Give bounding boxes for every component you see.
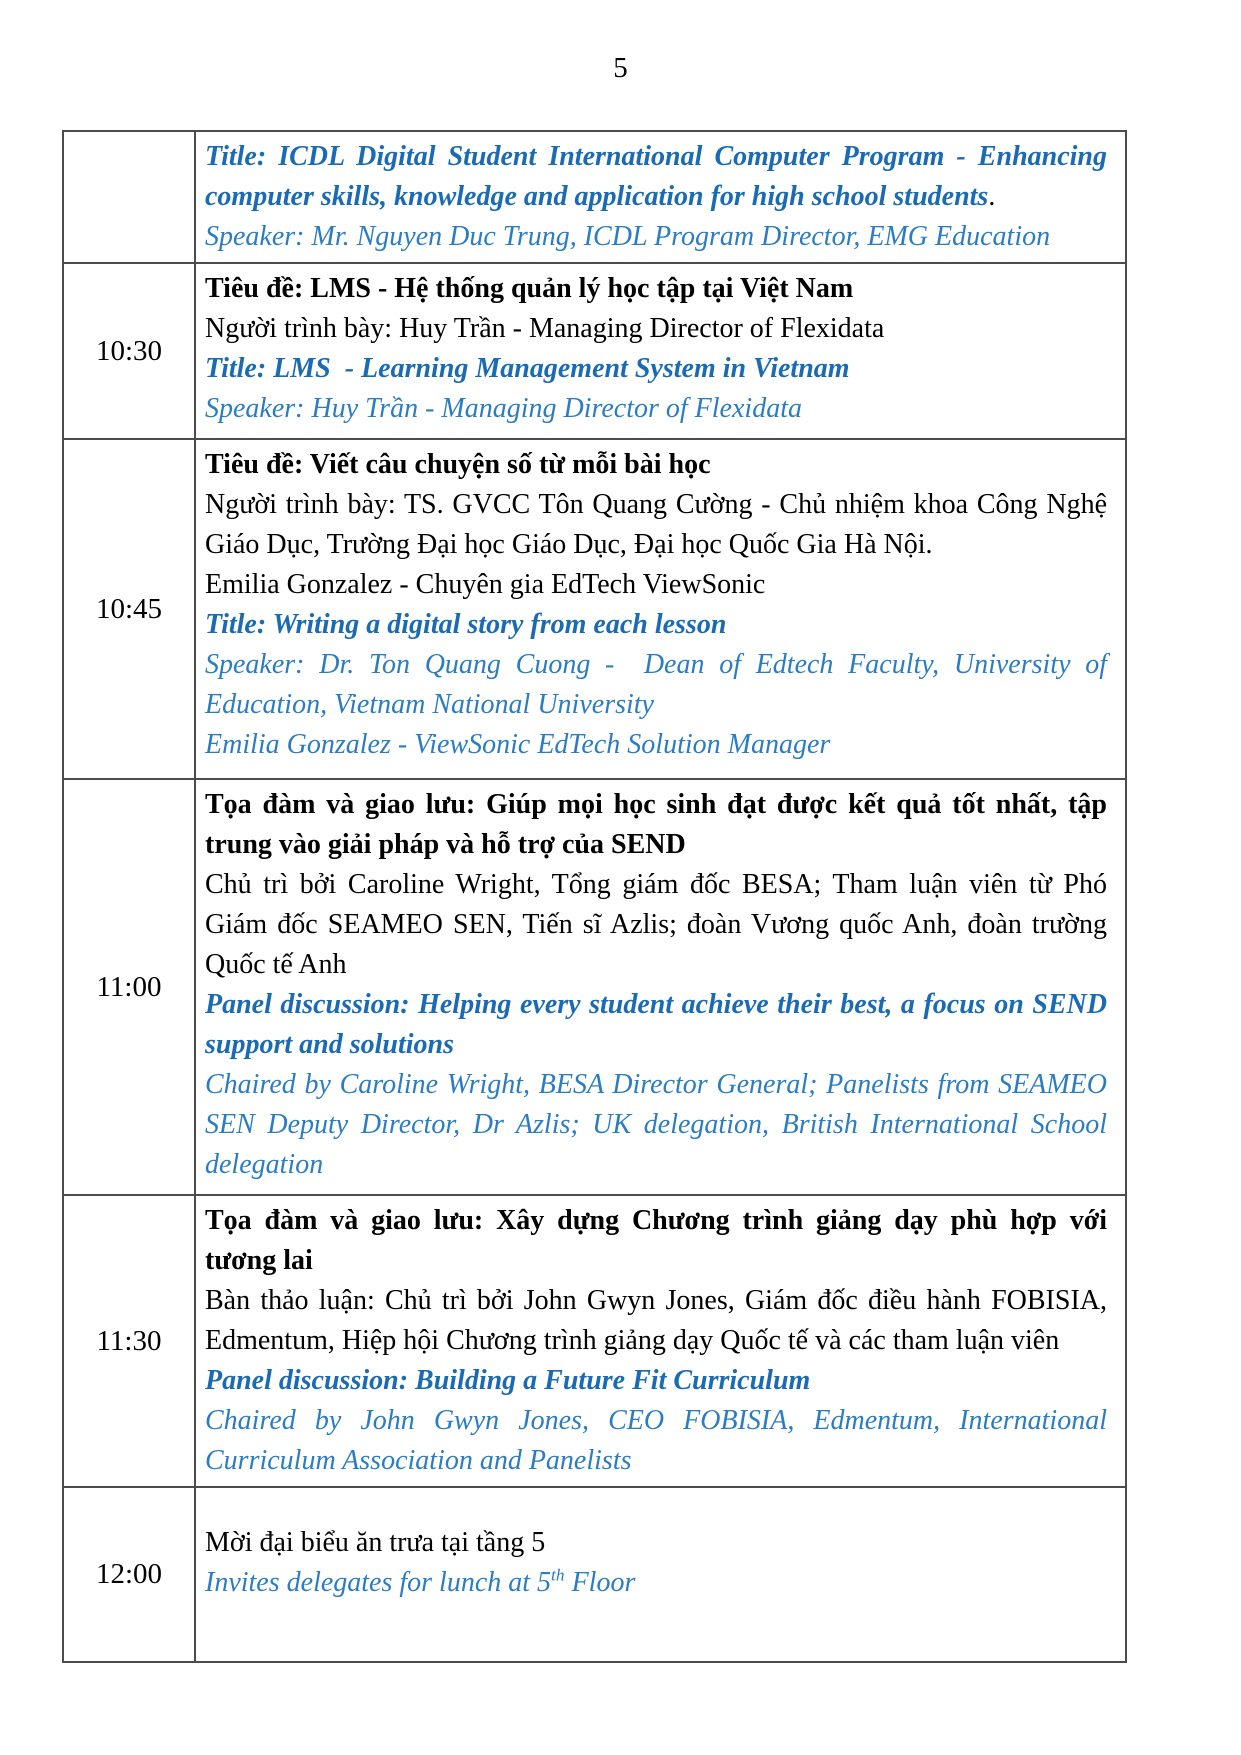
text-segment: Speaker: Dr. Ton Quang Cuong - Dean of Edtech Faculty, University of Education, Vietnam National University — [205, 649, 1107, 720]
time-cell: 11:00 — [63, 779, 195, 1195]
session-content-cell — [195, 1487, 1126, 1662]
text-segment: Title: LMS - Learning Management System in Vietnam — [205, 353, 850, 384]
text-segment: Tọa đàm và giao lưu: Xây dựng Chương trình giảng dạy phù hợp với tương lai — [205, 1205, 1107, 1276]
text-segment: Chủ trì bởi Caroline Wright, Tổng giám đốc BESA; Tham luận viên từ Phó Giám đốc SEAMEO SEN, Tiến sĩ Azlis; đoàn Vương quốc Anh, đoàn trường Quốc tế Anh — [205, 869, 1107, 980]
text-segment: Panel discussion: Helping every student achieve their best, a focus on SEND support and solutions — [205, 989, 1107, 1060]
agenda-paragraph — [205, 1065, 1107, 1185]
text-segment: Chaired by Caroline Wright, BESA Director General; Panelists from SEAMEO SEN Deputy Director, Dr Azlis; UK delegation, British International School delegation — [205, 1069, 1107, 1180]
agenda-paragraph — [205, 1523, 1107, 1563]
time-cell: 10:30 — [63, 263, 195, 439]
agenda-paragraph — [205, 1361, 1107, 1401]
text-segment: Tiêu đề: LMS - Hệ thống quản lý học tập tại Việt Nam — [205, 273, 854, 304]
table-row — [63, 779, 1126, 1195]
text-segment: Speaker: Huy Trần - Managing Director of Flexidata — [205, 393, 802, 424]
text-segment: Invites delegates for lunch at 5 — [205, 1567, 552, 1598]
agenda-paragraph — [205, 565, 1107, 605]
table-row — [63, 263, 1126, 439]
text-segment: Panel discussion: Building a Future Fit Curriculum — [205, 1365, 811, 1396]
agenda-paragraph — [205, 605, 1107, 645]
agenda-paragraph — [205, 1401, 1107, 1481]
text-segment: Title: Writing a digital story from each lesson — [205, 609, 727, 640]
agenda-paragraph — [205, 985, 1107, 1065]
agenda-paragraph — [205, 1563, 1107, 1603]
table-row — [63, 1195, 1126, 1487]
agenda-paragraph — [205, 785, 1107, 865]
session-content-cell — [195, 779, 1126, 1195]
text-segment: Bàn thảo luận: Chủ trì bởi John Gwyn Jones, Giám đốc điều hành FOBISIA, Edmentum, Hiệp hội Chương trình giảng dạy Quốc tế và các tham luận viên — [205, 1285, 1107, 1356]
text-segment: Title: ICDL Digital Student International Computer Program - Enhancing computer skills, knowledge and application for high school students — [205, 141, 1107, 212]
time-cell — [63, 131, 195, 263]
text-segment: Emilia Gonzalez - ViewSonic EdTech Solution Manager — [205, 729, 831, 760]
agenda-table — [62, 130, 1127, 1663]
session-content-cell — [195, 131, 1126, 263]
agenda-paragraph — [205, 485, 1107, 565]
agenda-paragraph — [205, 217, 1107, 257]
page-number: 5 — [613, 52, 628, 84]
table-row — [63, 1487, 1126, 1662]
agenda-paragraph — [205, 1201, 1107, 1281]
agenda-paragraph — [205, 309, 1107, 349]
agenda-paragraph — [205, 645, 1107, 725]
time-cell: 11:30 — [63, 1195, 195, 1487]
agenda-paragraph — [205, 269, 1107, 309]
time-cell: 12:00 — [63, 1487, 195, 1662]
table-row — [63, 131, 1126, 263]
table-row — [63, 439, 1126, 779]
text-segment: th — [551, 1565, 565, 1585]
time-cell: 10:45 — [63, 439, 195, 779]
agenda-paragraph — [205, 349, 1107, 389]
text-segment: Chaired by John Gwyn Jones, CEO FOBISIA, Edmentum, International Curriculum Association and Panelists — [205, 1405, 1107, 1476]
agenda-paragraph — [205, 445, 1107, 485]
text-segment: Người trình bày: Huy Trần - Managing Director of Flexidata — [205, 313, 885, 344]
agenda-paragraph — [205, 725, 1107, 765]
text-segment: Tiêu đề: Viết câu chuyện số từ mỗi bài học — [205, 449, 711, 480]
superscript — [551, 1566, 565, 1585]
agenda-paragraph — [205, 137, 1107, 217]
session-content-cell — [195, 439, 1126, 779]
text-segment: Người trình bày: TS. GVCC Tôn Quang Cường - Chủ nhiệm khoa Công Nghệ Giáo Dục, Trường Đại học Giáo Dục, Đại học Quốc Gia Hà Nội. — [205, 489, 1107, 560]
session-content-cell — [195, 1195, 1126, 1487]
text-segment: . — [988, 181, 996, 212]
text-segment: Mời đại biểu ăn trưa tại tầng 5 — [205, 1527, 546, 1558]
text-segment: Emilia Gonzalez - Chuyên gia EdTech ViewSonic — [205, 569, 766, 600]
agenda-paragraph — [205, 389, 1107, 429]
session-content-cell — [195, 263, 1126, 439]
agenda-paragraph — [205, 1281, 1107, 1361]
text-segment: Floor — [564, 1567, 636, 1598]
text-segment: Speaker: Mr. Nguyen Duc Trung, ICDL Program Director, EMG Education — [205, 221, 1051, 252]
agenda-paragraph — [205, 865, 1107, 985]
text-segment: Tọa đàm và giao lưu: Giúp mọi học sinh đạt được kết quả tốt nhất, tập trung vào giải pháp và hỗ trợ của SEND — [205, 789, 1107, 860]
